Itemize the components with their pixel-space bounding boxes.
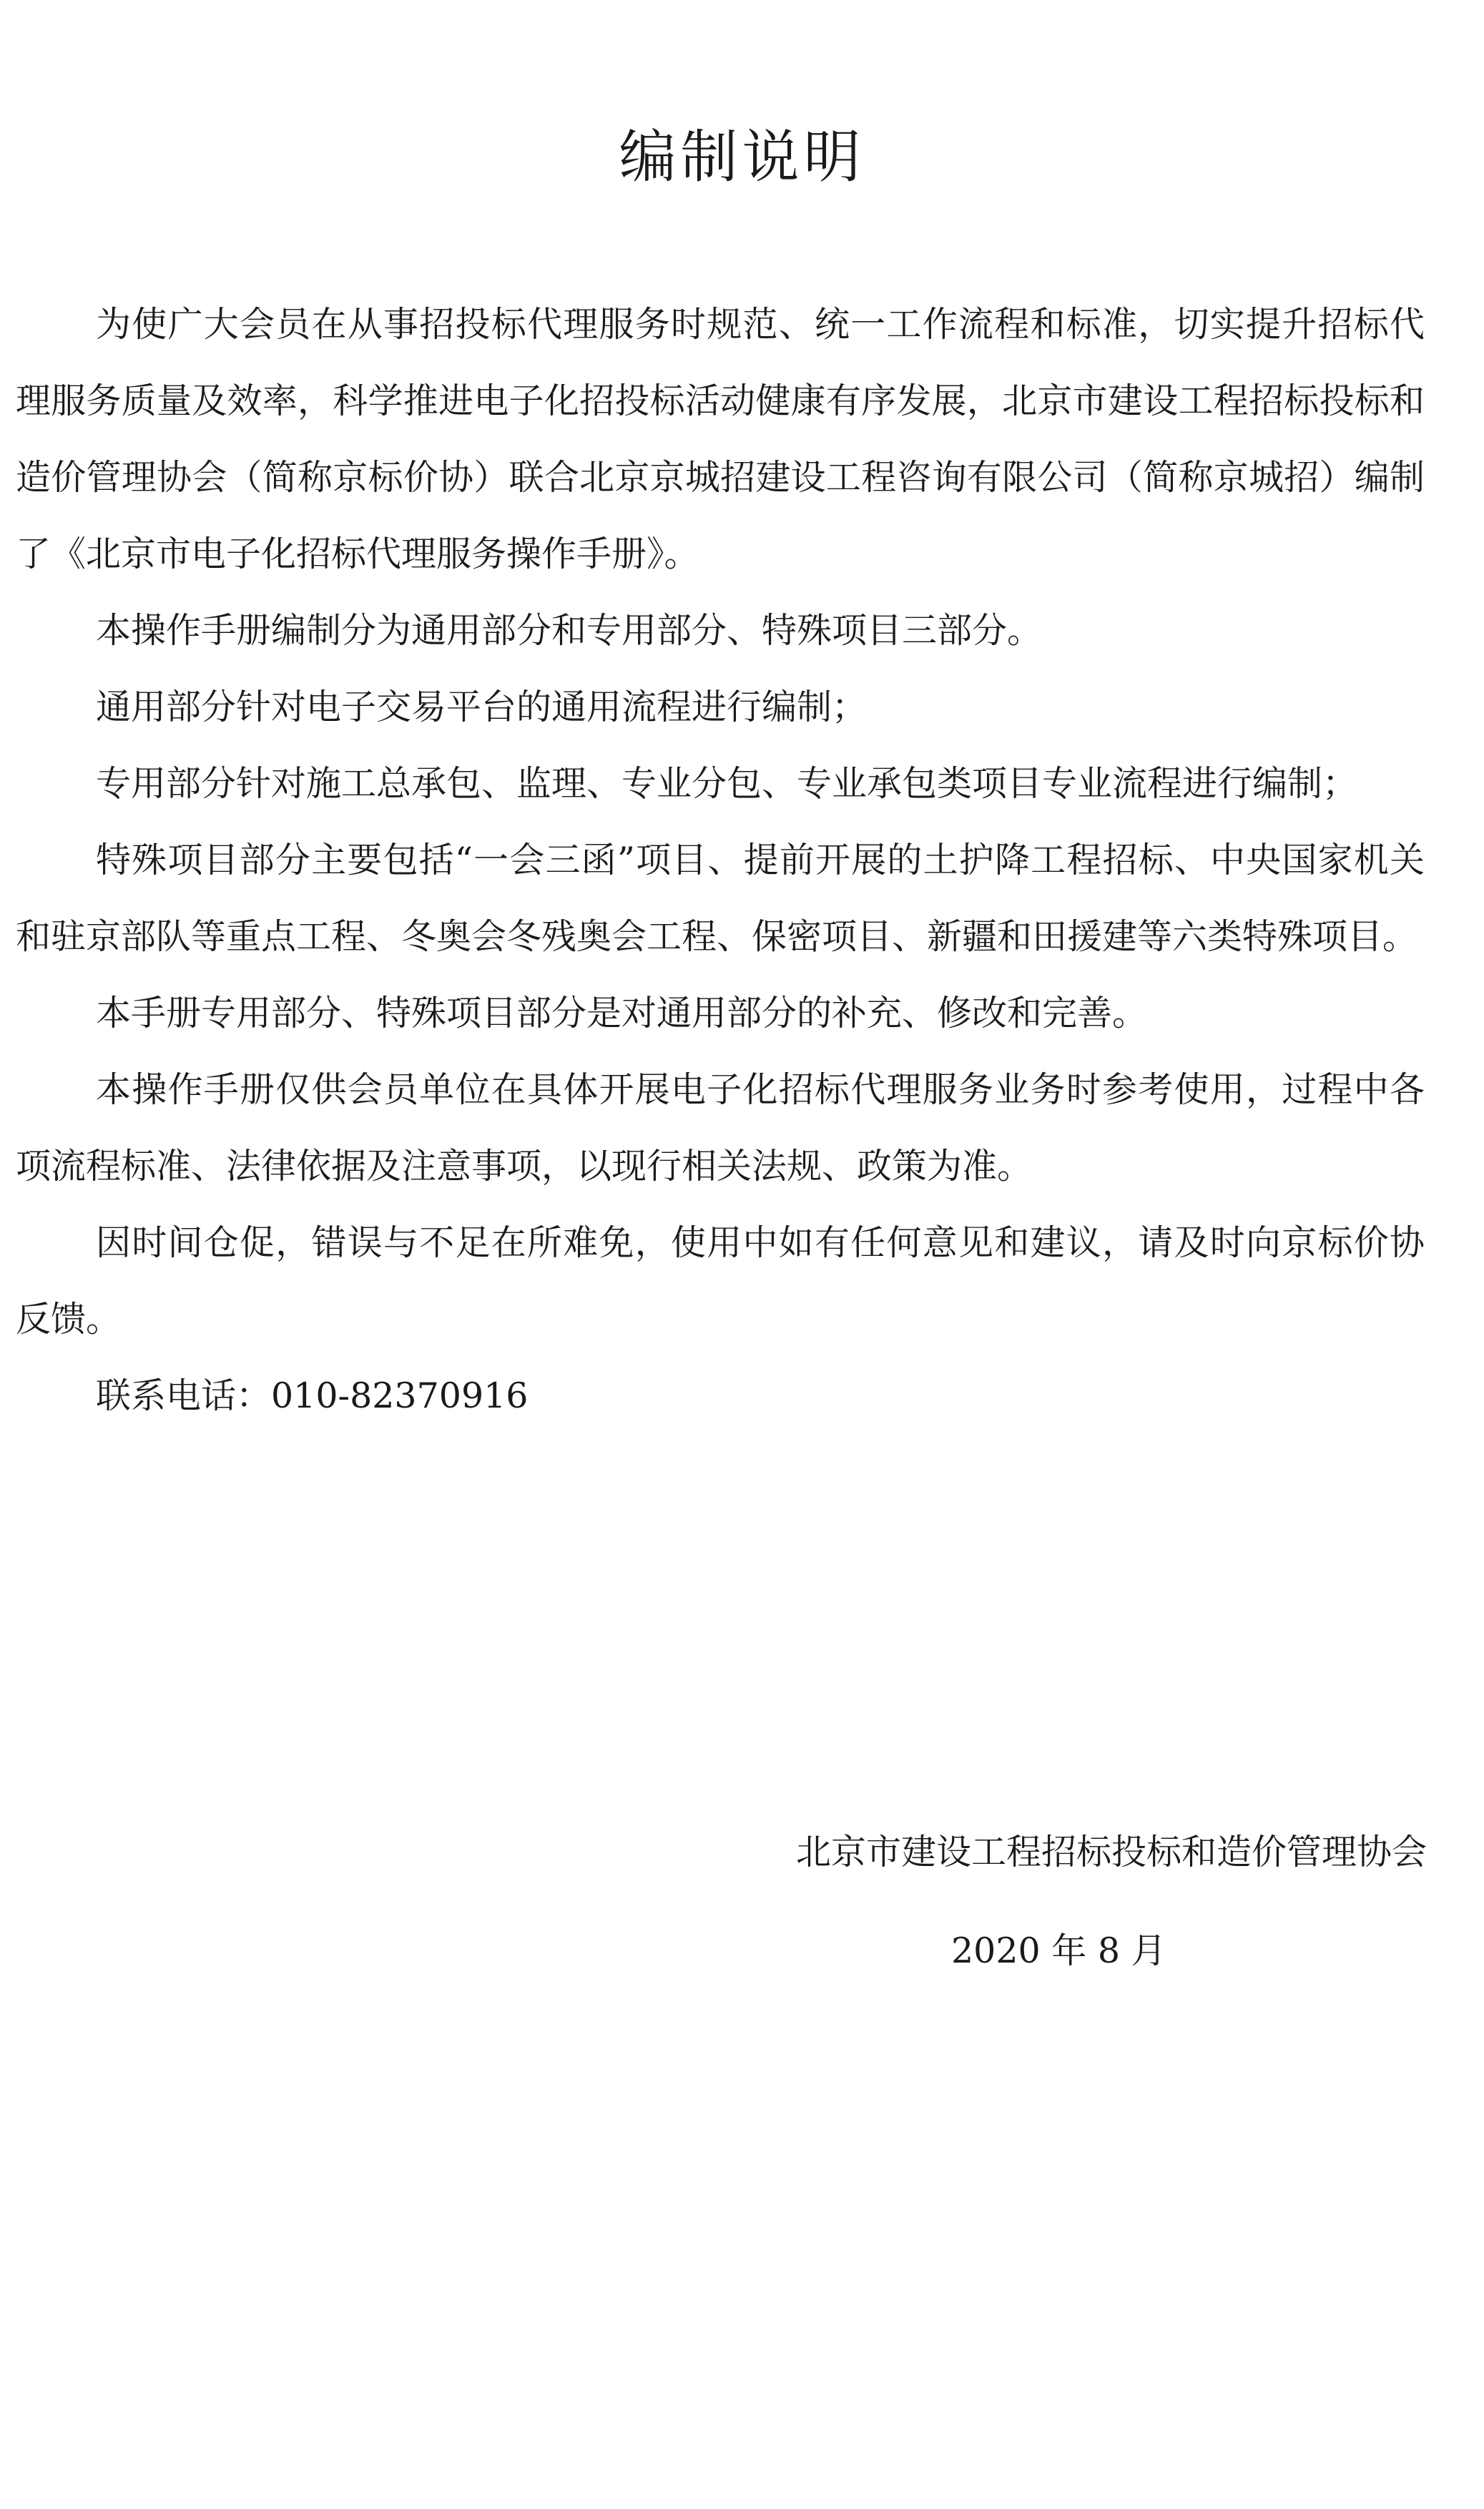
paragraph-feedback: 因时间仓促，错误与不足在所难免，使用中如有任何意见和建议，请及时向京标价协反馈。 (16, 1222, 1425, 1340)
signature-date: 2020 年 8 月 (951, 1930, 1166, 1971)
paragraph-special-part: 专用部分针对施工总承包、监理、专业分包、专业承包类项目专业流程进行编制； (96, 763, 1358, 804)
paragraph-general-part: 通用部分针对电子交易平台的通用流程进行编制； (96, 687, 868, 727)
paragraph-intro: 为使广大会员在从事招投标代理服务时规范、统一工作流程和标准，切实提升招标代理服务质量及效率，科学推进电子化招投标活动健康有序发展，北京市建设工程招标投标和造价管理协会（简称京标价协）联合北京京城招建设工程咨询有限公司（简称京城招）编制了《北京市电子化招标代理服务操作手册》。 (16, 304, 1425, 574)
page-title: 编制说明 (619, 124, 865, 190)
paragraph-structure: 本操作手册编制分为通用部分和专用部分、特殊项目三部分。 (96, 610, 1043, 651)
document-body (16, 286, 1425, 1434)
paragraph-reference-use: 本操作手册仅供会员单位在具体开展电子化招标代理服务业务时参考使用，过程中各项流程标准、法律依据及注意事项，以现行相关法规、政策为准。 (16, 1069, 1425, 1187)
paragraph-contact-phone: 联系电话：010-82370916 (96, 1375, 529, 1416)
paragraph-special-projects: 特殊项目部分主要包括“一会三函”项目、提前开展的土护降工程招标、中央国家机关和驻京部队等重点工程、冬奥会冬残奥会工程、保密项目、新疆和田援建等六类特殊项目。 (16, 840, 1425, 957)
signature-organization: 北京市建设工程招标投标和造价管理协会 (795, 1832, 1427, 1872)
paragraph-supplement: 本手册专用部分、特殊项目部分是对通用部分的补充、修改和完善。 (96, 993, 1148, 1033)
